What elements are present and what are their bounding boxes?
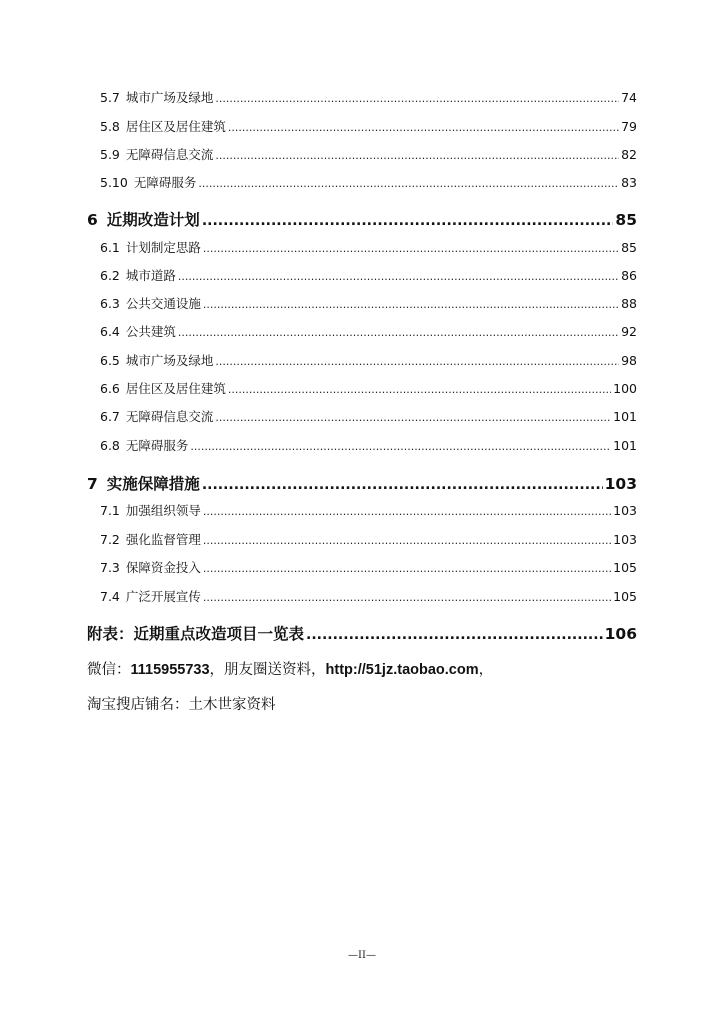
toc-page-number: 92 bbox=[621, 324, 637, 339]
toc-entry[interactable] bbox=[100, 295, 637, 313]
toc-number: 7.1 bbox=[100, 503, 120, 518]
toc-title: 强化监督管理 bbox=[125, 532, 201, 547]
toc-page-number: 105 bbox=[613, 589, 637, 604]
page-footer-number: —II— bbox=[348, 950, 376, 961]
toc-title: 保障资金投入 bbox=[125, 560, 201, 575]
toc-page-number: 100 bbox=[613, 381, 637, 396]
toc-page-number: 103 bbox=[613, 532, 637, 547]
toc-leader bbox=[178, 324, 619, 342]
toc-entry[interactable] bbox=[100, 531, 637, 549]
toc-title: 公共交通设施 bbox=[125, 296, 201, 311]
toc-page-number: 103 bbox=[604, 475, 637, 493]
toc-entry[interactable] bbox=[100, 118, 637, 136]
toc-page-number: 74 bbox=[621, 90, 637, 105]
toc-number: 6.6 bbox=[100, 381, 120, 396]
toc-number: 6.3 bbox=[100, 296, 120, 311]
toc-leader bbox=[215, 353, 619, 371]
toc-entry[interactable] bbox=[100, 437, 637, 455]
toc-number: 7.3 bbox=[100, 560, 120, 575]
toc-leader bbox=[215, 90, 619, 108]
note-text: ，朋友圈送资料， bbox=[209, 662, 326, 678]
toc-page-number: 88 bbox=[621, 296, 637, 311]
toc-page-number: 106 bbox=[604, 625, 637, 643]
toc-leader bbox=[203, 296, 619, 314]
toc-entry[interactable] bbox=[100, 588, 637, 606]
toc-page-number: 98 bbox=[621, 353, 637, 368]
toc-leader bbox=[228, 381, 611, 399]
toc-leader bbox=[215, 147, 619, 165]
toc-title: 无障碍服务 bbox=[133, 175, 197, 190]
toc-number: 6.4 bbox=[100, 324, 120, 339]
toc-title: 广泛开展宣传 bbox=[125, 589, 201, 604]
toc-chapter-entry[interactable] bbox=[87, 473, 637, 495]
toc-entry[interactable] bbox=[100, 146, 637, 164]
toc-entry[interactable] bbox=[100, 352, 637, 370]
toc-page-number: 83 bbox=[621, 175, 637, 190]
shop-name-note: 淘宝搜店铺名：土木世家资料 bbox=[87, 697, 276, 713]
toc-entry[interactable] bbox=[100, 323, 637, 341]
toc-chapter-number: 6 bbox=[87, 211, 98, 229]
toc-title: 无障碍信息交流 bbox=[125, 409, 214, 424]
toc-leader bbox=[203, 589, 611, 607]
toc-chapter-number: 7 bbox=[87, 475, 98, 493]
toc-number: 7.2 bbox=[100, 532, 120, 547]
toc-number: 6.5 bbox=[100, 353, 120, 368]
toc-leader bbox=[203, 560, 611, 578]
toc-chapter-entry[interactable] bbox=[87, 209, 637, 231]
toc-leader bbox=[306, 624, 603, 646]
toc-leader bbox=[228, 119, 619, 137]
toc-page-number: 101 bbox=[613, 438, 637, 453]
toc-page-number: 85 bbox=[615, 211, 637, 229]
toc-title: 城市广场及绿地 bbox=[125, 90, 214, 105]
toc-title: 公共建筑 bbox=[125, 324, 176, 339]
toc-leader bbox=[203, 532, 611, 550]
toc-appendix-entry[interactable] bbox=[87, 623, 637, 645]
toc-leader bbox=[203, 240, 619, 258]
toc-entry[interactable] bbox=[100, 174, 637, 192]
toc-leader bbox=[203, 503, 611, 521]
toc-entry[interactable] bbox=[100, 267, 637, 285]
toc-chapter-title: 近期改造计划 bbox=[106, 211, 200, 229]
contact-note bbox=[87, 659, 493, 681]
toc-page-number: 105 bbox=[613, 560, 637, 575]
toc-leader bbox=[202, 474, 603, 496]
toc-title: 居住区及居住建筑 bbox=[125, 381, 226, 396]
wechat-id: 1115955733 bbox=[130, 662, 210, 678]
shop-url-link[interactable]: http://51jz.taobao.com bbox=[325, 662, 479, 678]
toc-page-number: 85 bbox=[621, 240, 637, 255]
toc-title: 加强组织领导 bbox=[125, 503, 201, 518]
note-suffix: ， bbox=[478, 662, 494, 678]
toc-leader bbox=[215, 409, 611, 427]
toc-page-number: 82 bbox=[621, 147, 637, 162]
toc-entry[interactable] bbox=[100, 408, 637, 426]
toc-leader bbox=[202, 210, 614, 232]
toc-leader bbox=[190, 438, 611, 456]
toc-entry[interactable] bbox=[100, 239, 637, 257]
toc-page-number: 103 bbox=[613, 503, 637, 518]
toc-title: 无障碍服务 bbox=[125, 438, 189, 453]
toc-chapter-title: 实施保障措施 bbox=[106, 475, 200, 493]
toc-number: 6.8 bbox=[100, 438, 120, 453]
toc-title: 计划制定思路 bbox=[125, 240, 201, 255]
toc-number: 6.2 bbox=[100, 268, 120, 283]
toc-entry[interactable] bbox=[100, 502, 637, 520]
toc-number: 7.4 bbox=[100, 589, 120, 604]
toc-appendix-title: 附表：近期重点改造项目一览表 bbox=[87, 625, 305, 643]
toc-page-number: 101 bbox=[613, 409, 637, 424]
toc-number: 5.7 bbox=[100, 90, 120, 105]
toc-number: 6.7 bbox=[100, 409, 120, 424]
toc-number: 6.1 bbox=[100, 240, 120, 255]
toc-title: 城市道路 bbox=[125, 268, 176, 283]
toc-entry[interactable] bbox=[100, 89, 637, 107]
toc-page-number: 86 bbox=[621, 268, 637, 283]
toc-leader bbox=[178, 268, 619, 286]
toc-entry[interactable] bbox=[100, 559, 637, 577]
toc-number: 5.8 bbox=[100, 119, 120, 134]
toc-leader bbox=[198, 175, 619, 193]
toc-number: 5.10 bbox=[100, 175, 128, 190]
wechat-label: 微信： bbox=[87, 662, 131, 678]
toc-title: 城市广场及绿地 bbox=[125, 353, 214, 368]
toc-title: 无障碍信息交流 bbox=[125, 147, 214, 162]
toc-entry[interactable] bbox=[100, 380, 637, 398]
toc-number: 5.9 bbox=[100, 147, 120, 162]
toc-title: 居住区及居住建筑 bbox=[125, 119, 226, 134]
toc-page-number: 79 bbox=[621, 119, 637, 134]
